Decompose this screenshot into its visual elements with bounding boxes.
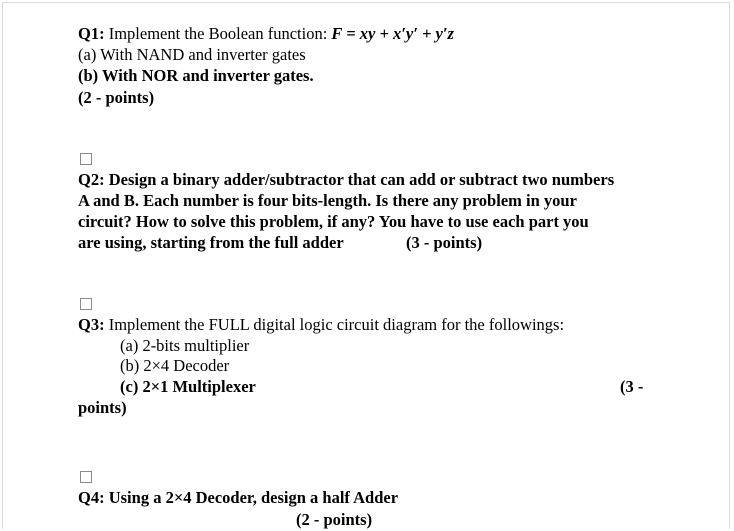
q3-points-end: points) [78,398,127,417]
q1-formula: F = xy + x′y′ + y′z [331,24,454,43]
q3-prompt [78,315,564,335]
q2-label: Q2: [78,170,105,189]
q3-part-b: (b) 2×4 Decoder [120,356,230,375]
q2-text-1: Design a binary adder/subtractor that can add or subtract two numbers [104,170,615,189]
q1-prompt [78,24,454,44]
q3-label: Q3: [78,315,105,334]
q2-points: (3 - points) [406,233,483,252]
q4-points: (2 - points) [296,510,373,529]
q1-text: Implement the Boolean function: [104,24,332,43]
q4-text: Using a 2×4 Decoder, design a half Adder [104,488,399,507]
q2-line-1 [78,170,614,190]
q2-line-2: A and B. Each number is four bits-length. Is there any problem in your [78,191,577,210]
checkbox-icon[interactable] [80,298,92,310]
q4-label: Q4: [78,488,105,507]
checkbox-icon[interactable] [80,153,92,165]
q1-part-a: (a) With NAND and inverter gates [78,45,306,64]
q3-part-c: (c) 2×1 Multiplexer [120,377,256,396]
q3-points-start: (3 - [620,377,644,396]
q1-label: Q1: [78,24,105,43]
checkbox-icon[interactable] [80,471,92,483]
q3-text: Implement the FULL digital logic circuit diagram for the followings: [104,315,565,334]
q1-points: (2 - points) [78,88,155,107]
q2-line-3: circuit? How to solve this problem, if any? You have to use each part you [78,212,589,231]
q2-line-4: are using, starting from the full adder [78,233,344,252]
q4-prompt [78,488,398,508]
q1-part-b: (b) With NOR and inverter gates. [78,66,314,85]
q3-part-a: (a) 2-bits multiplier [120,336,250,355]
